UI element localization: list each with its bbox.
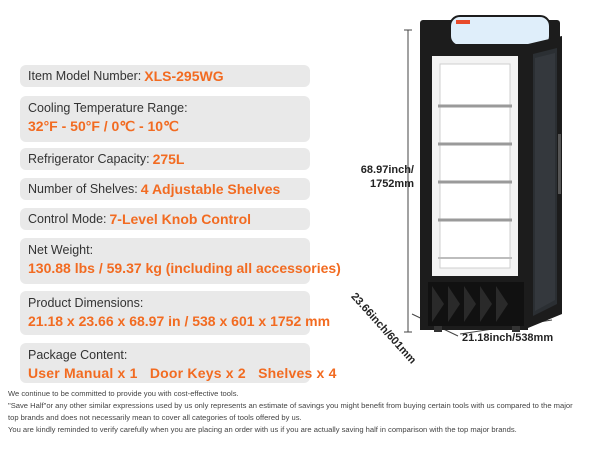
width-dimension-label: 21.18inch/538mm (462, 332, 554, 344)
spec-row-dimensions (20, 291, 331, 335)
model-value: XLS-295WG (144, 68, 224, 84)
disclaimer-line-1: We continue to be committed to provide you with cost-effective tools. (8, 389, 239, 398)
spec-row-temperature (20, 96, 310, 142)
shelves-label: Number of Shelves: (28, 182, 138, 196)
control-value: 7-Level Knob Control (109, 211, 252, 227)
disclaimer-text (8, 388, 593, 436)
spec-row-weight (20, 238, 341, 284)
spec-row-control (20, 208, 310, 230)
spec-row-capacity (20, 148, 310, 170)
capacity-label: Refrigerator Capacity: (28, 152, 150, 166)
package-value: User Manual x 1 Door Keys x 2 Shelves x 4 (28, 365, 337, 381)
capacity-value: 275L (152, 151, 185, 167)
weight-label: Net Weight: (28, 243, 94, 257)
dimensions-label: Product Dimensions: (28, 296, 144, 310)
depth-dimension-label: 23.66inch/601mm (348, 290, 419, 367)
shelves-value: 4 Adjustable Shelves (140, 181, 281, 197)
weight-value: 130.88 lbs / 59.37 kg (including all accessories) (28, 260, 341, 276)
spec-row-package (20, 343, 337, 383)
temperature-value: 32°F - 50°F / 0℃ - 10℃ (28, 118, 179, 134)
model-label: Item Model Number: (28, 69, 142, 83)
height-mm: 1752mm (369, 178, 414, 190)
height-inch: 68.97inch/ (360, 164, 414, 176)
dimensions-value: 21.18 x 23.66 x 68.97 in / 538 x 601 x 1752 mm (28, 313, 331, 329)
spec-row-model (20, 65, 310, 87)
spec-row-shelves (20, 178, 310, 200)
package-label: Package Content: (28, 348, 128, 362)
door-handle (558, 134, 561, 194)
control-label: Control Mode: (28, 212, 107, 226)
disclaimer-line-4: You are kindly reminded to verify carefully when you are placing an order with us if you are actually saving half in comparison with the top major brands. (8, 425, 517, 434)
temperature-label: Cooling Temperature Range: (28, 101, 188, 115)
disclaimer-line-2: "Save Half"or any other similar expressions used by us only represents an estimate of savings you might benefit from buying certain tools with us compared to the major (8, 401, 573, 410)
refrigerator-image (400, 14, 590, 339)
disclaimer-line-3: top brands and does not necessarily mean to cover all categories of tools offered by us. (8, 413, 302, 422)
